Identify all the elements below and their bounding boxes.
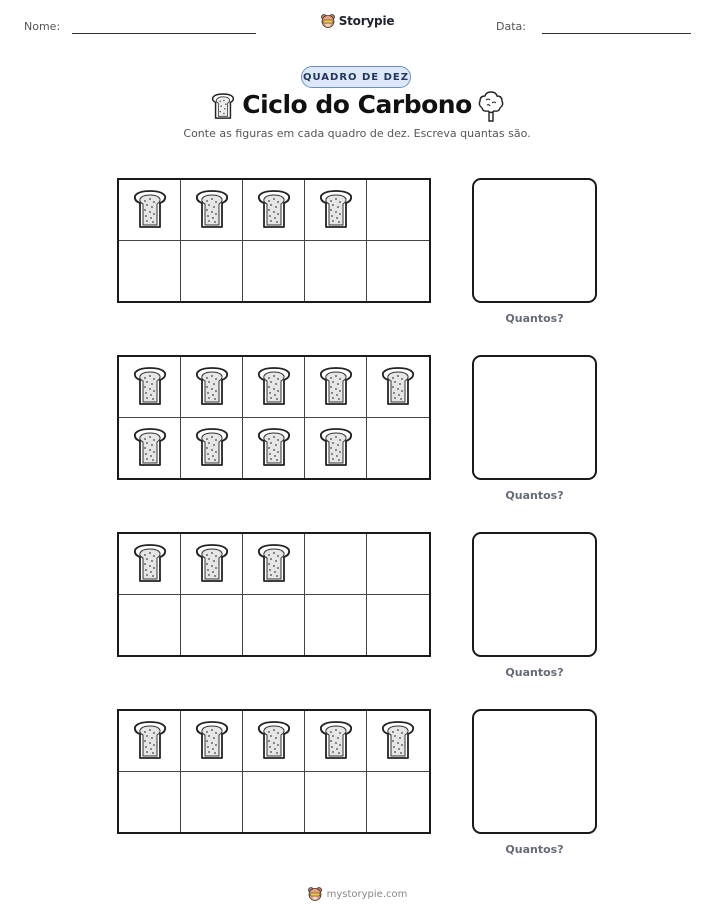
ten-frame-cell [119,180,181,241]
date-line[interactable] [542,33,691,34]
toast-icon [318,428,354,468]
toast-icon [132,190,168,230]
toast-icon [380,367,416,407]
tree-icon [477,90,505,122]
ten-frame-cell [367,418,429,479]
ten-frame-cell [305,418,367,479]
toast-icon [132,367,168,407]
ten-frame-cell [243,357,305,418]
ten-frame-cell [367,711,429,772]
ten-frame-cell [181,711,243,772]
ten-frame-cell [367,357,429,418]
footer-url: mystorypie.com [326,888,408,900]
answer-box-2[interactable] [472,355,597,480]
answer-box-4[interactable] [472,709,597,834]
toast-icon [132,544,168,584]
ten-frame-cell [119,534,181,595]
page-title: Ciclo do Carbono [242,90,472,119]
storypie-bear-icon [320,13,336,29]
toast-icon [256,544,292,584]
toast-icon [256,428,292,468]
ten-frame-cell [367,772,429,833]
toast-icon [318,367,354,407]
ten-frame-cell [119,711,181,772]
brand-name: Storypie [338,14,395,28]
ten-frame-cell [243,534,305,595]
storypie-bear-icon [307,886,323,902]
toast-icon [132,721,168,761]
ten-frame-cell [119,418,181,479]
ten-frame-cell [367,180,429,241]
toast-icon [256,367,292,407]
ten-frame-cell [181,534,243,595]
toast-icon [256,721,292,761]
ten-frame-2 [117,355,431,480]
ten-frame-cell [367,241,429,302]
answer-box-3[interactable] [472,532,597,657]
toast-icon [194,190,230,230]
ten-frame-cell [305,534,367,595]
ten-frame-cell [243,772,305,833]
toast-icon [194,428,230,468]
toast-icon [194,544,230,584]
toast-icon [318,190,354,230]
ten-frame-cell [305,241,367,302]
ten-frame-cell [305,357,367,418]
answer-box-1[interactable] [472,178,597,303]
ten-frame-cell [181,241,243,302]
ten-frame-4 [117,709,431,834]
ten-frame-cell [119,595,181,656]
answer-label-4: Quantos? [505,843,564,856]
ten-frame-cell [181,772,243,833]
toast-icon [194,367,230,407]
ten-frame-cell [119,241,181,302]
footer [0,886,714,906]
ten-frame-3 [117,532,431,657]
toast-icon [256,190,292,230]
worksheet-type-badge: QUADRO DE DEZ [301,66,411,88]
name-line[interactable] [72,33,256,34]
toast-icon [132,428,168,468]
toast-icon [194,721,230,761]
ten-frame-cell [243,711,305,772]
ten-frame-cell [119,357,181,418]
ten-frame-cell [305,180,367,241]
ten-frame-cell [181,418,243,479]
ten-frame-cell [367,595,429,656]
ten-frame-cell [305,711,367,772]
ten-frame-cell [119,772,181,833]
ten-frame-cell [243,595,305,656]
ten-frame-1 [117,178,431,303]
ten-frame-cell [305,772,367,833]
ten-frame-cell [243,180,305,241]
ten-frame-cell [367,534,429,595]
ten-frame-cell [181,357,243,418]
ten-frame-cell [181,180,243,241]
brand-logo [0,13,714,33]
ten-frame-cell [181,595,243,656]
name-label: Nome: [24,20,61,33]
answer-label-3: Quantos? [505,666,564,679]
instructions: Conte as figuras em cada quadro de dez. Escreva quantas são. [183,127,531,140]
ten-frame-cell [243,241,305,302]
toast-icon [318,721,354,761]
answer-label-1: Quantos? [505,312,564,325]
answer-label-2: Quantos? [505,489,564,502]
ten-frame-cell [243,418,305,479]
date-label: Data: [496,20,526,33]
toast-icon [380,721,416,761]
ten-frame-cell [305,595,367,656]
